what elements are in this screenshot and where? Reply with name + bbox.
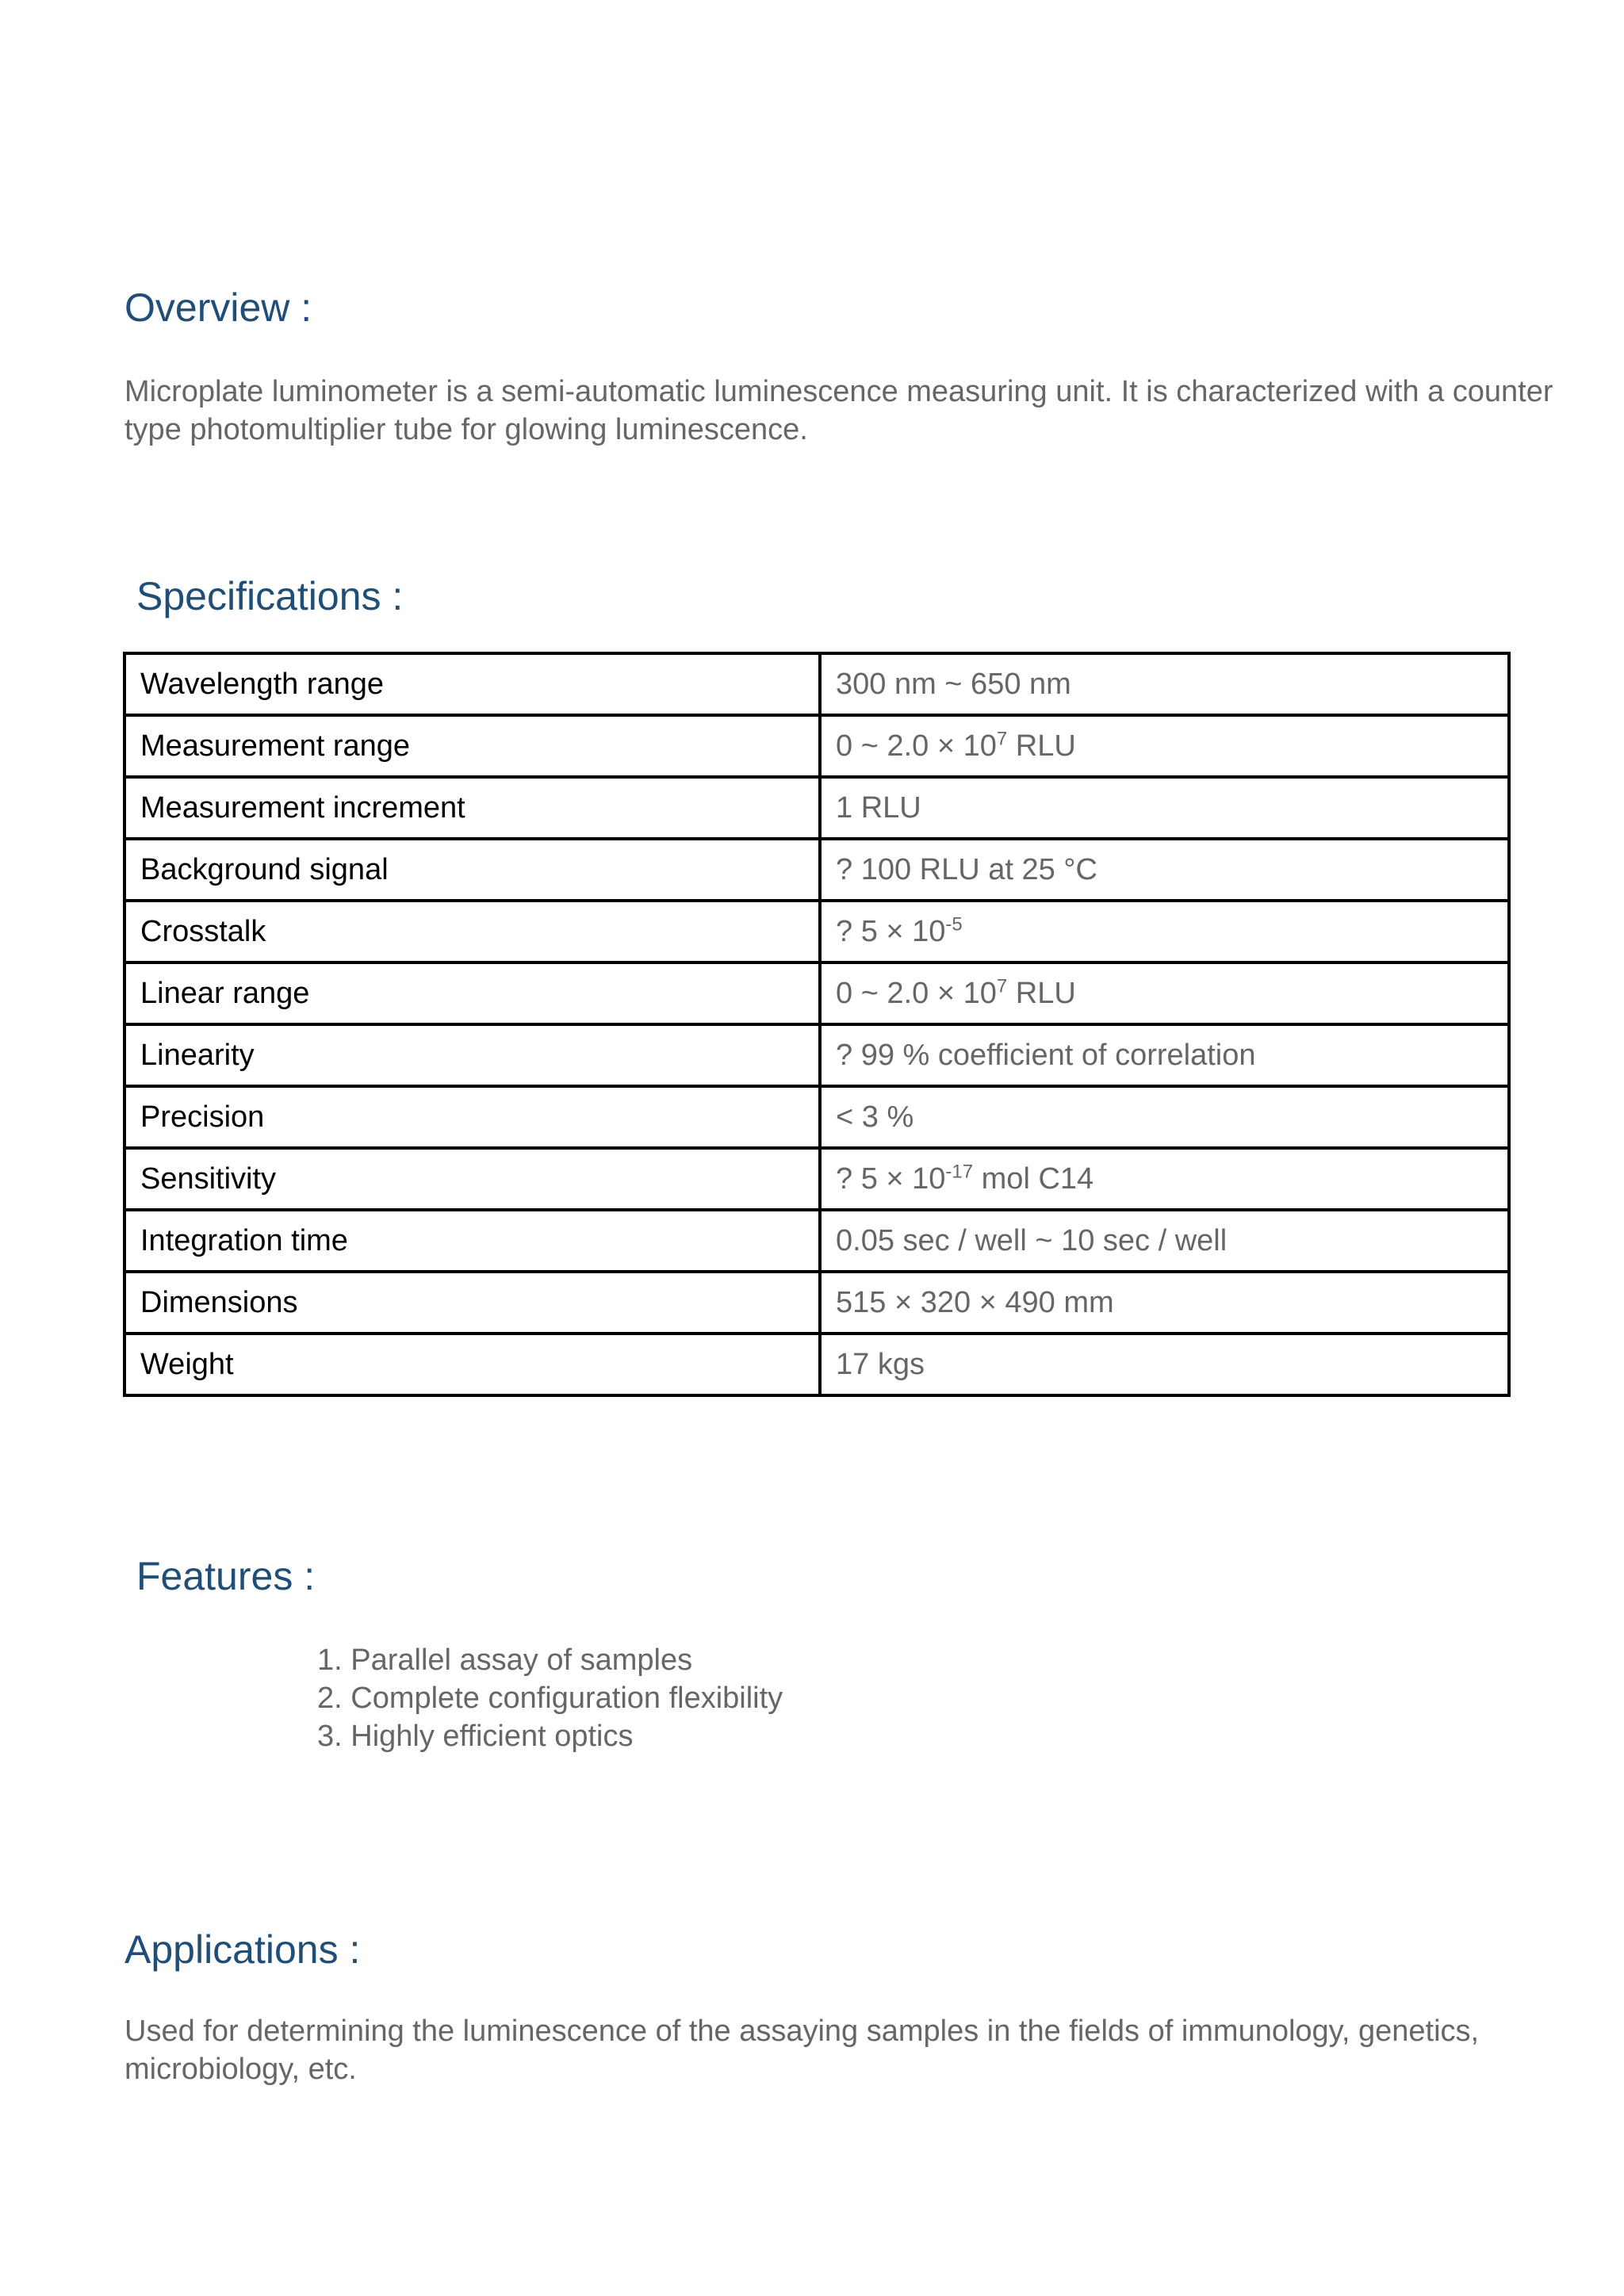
spec-value: 515 × 320 × 490 mm <box>820 1272 1509 1334</box>
overview-heading: Overview : <box>124 285 312 330</box>
spec-value-exponent: -17 <box>945 1160 974 1182</box>
spec-value-exponent: 7 <box>996 727 1008 749</box>
table-row <box>124 839 1509 901</box>
table-row <box>124 1272 1509 1334</box>
table-row <box>124 1148 1509 1210</box>
spec-value: 0.05 sec / well ~ 10 sec / well <box>820 1210 1509 1272</box>
specifications-table <box>123 652 1511 1397</box>
spec-label: Measurement increment <box>124 777 820 839</box>
table-row <box>124 901 1509 962</box>
spec-label: Measurement range <box>124 715 820 777</box>
table-row <box>124 1024 1509 1086</box>
list-item: 3. Highly efficient optics <box>317 1720 634 1753</box>
spec-value <box>820 962 1509 1024</box>
spec-label: Precision <box>124 1086 820 1148</box>
spec-value: < 3 % <box>820 1086 1509 1148</box>
spec-label: Background signal <box>124 839 820 901</box>
spec-value: ? 99 % coefficient of correlation <box>820 1024 1509 1086</box>
spec-label: Linearity <box>124 1024 820 1086</box>
spec-value: 1 RLU <box>820 777 1509 839</box>
specifications-heading: Specifications : <box>136 574 404 618</box>
spec-value-exponent: 7 <box>996 974 1008 997</box>
applications-text: Used for determining the luminescence of the assaying samples in the fields of immunology, genetics, microbiology, etc. <box>124 2015 1480 2086</box>
table-row <box>124 653 1509 715</box>
spec-value: ? 100 RLU at 25 °C <box>820 839 1509 901</box>
spec-label: Integration time <box>124 1210 820 1272</box>
table-row <box>124 1210 1509 1272</box>
spec-value-text: ? 5 × 10 <box>836 914 946 948</box>
overview-text: Microplate luminometer is a semi-automatic luminescence measuring unit. It is characterized with a counter type photomultiplier tube for glowing luminescence. <box>124 375 1553 446</box>
applications-heading: Applications : <box>124 1927 361 1972</box>
spec-label: Crosstalk <box>124 901 820 962</box>
features-heading: Features : <box>136 1554 316 1598</box>
table-row <box>124 1334 1509 1395</box>
spec-label: Weight <box>124 1334 820 1395</box>
spec-label: Sensitivity <box>124 1148 820 1210</box>
list-item: 1. Parallel assay of samples <box>317 1644 693 1677</box>
list-item: 2. Complete configuration flexibility <box>317 1682 783 1715</box>
table-row <box>124 1086 1509 1148</box>
spec-value-unit: mol C14 <box>973 1161 1094 1196</box>
spec-value-unit: RLU <box>1007 729 1076 763</box>
spec-value-exponent: -5 <box>945 913 963 935</box>
table-row <box>124 962 1509 1024</box>
spec-value-text: 0 ~ 2.0 × 10 <box>836 976 997 1010</box>
spec-value: 17 kgs <box>820 1334 1509 1395</box>
spec-label: Wavelength range <box>124 653 820 715</box>
table-row <box>124 715 1509 777</box>
features-list <box>317 1641 783 1755</box>
spec-value <box>820 1148 1509 1210</box>
spec-value <box>820 715 1509 777</box>
spec-value-text: ? 5 × 10 <box>836 1161 946 1196</box>
spec-value-unit: RLU <box>1007 976 1076 1010</box>
spec-value-text: 0 ~ 2.0 × 10 <box>836 729 997 763</box>
table-row <box>124 777 1509 839</box>
spec-label: Linear range <box>124 962 820 1024</box>
spec-value: 300 nm ~ 650 nm <box>820 653 1509 715</box>
spec-value <box>820 901 1509 962</box>
spec-label: Dimensions <box>124 1272 820 1334</box>
